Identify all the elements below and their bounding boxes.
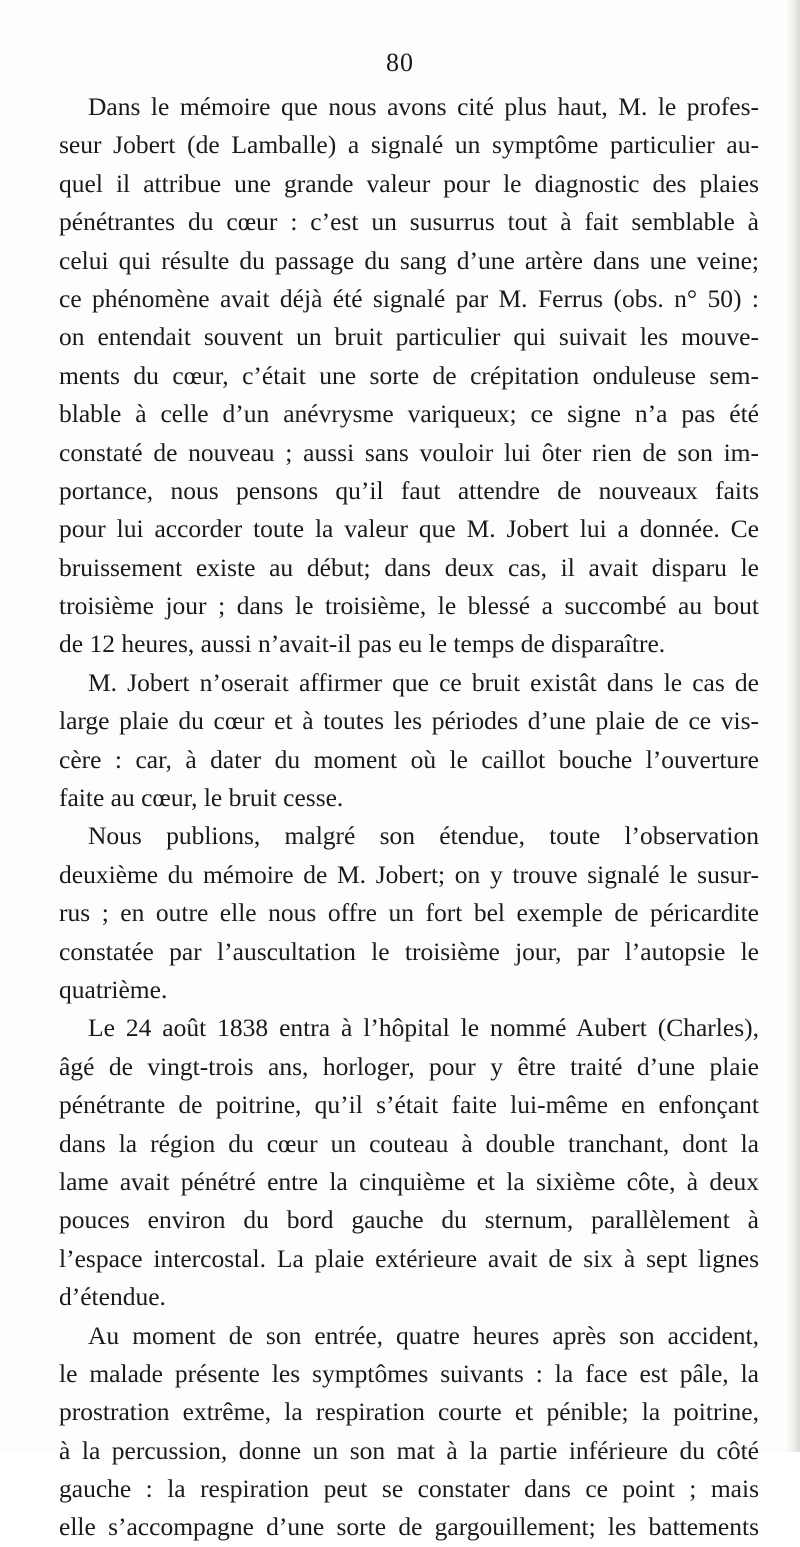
text-line: pénétrante de poitrine, qu’il s’était faite lui-même en enfonçant [59, 1090, 759, 1120]
text-line: blable à celle d’un anévrysme variqueux; ce signe n’a pas été [59, 399, 759, 429]
text-line: rus ; en outre elle nous offre un fort bel exemple de péricardite [59, 898, 759, 928]
text-line: lame avait pénétré entre la cinquième et la sixième côte, à deux [59, 1166, 759, 1196]
text-line: constaté de nouveau ; aussi sans vouloir lui ôter rien de son im- [59, 437, 759, 467]
text-line: elle s’accompagne d’une sorte de gargouillement; les battements [59, 1512, 759, 1542]
page-edge-shadow [786, 0, 800, 1452]
text-line: cère : car, à dater du moment où le caillot bouche l’ouverture [59, 744, 759, 774]
text-line: prostration extrême, la respiration courte et pénible; la poitrine, [59, 1397, 759, 1427]
text-line: seur Jobert (de Lamballe) a signalé un symptôme particulier au- [59, 130, 759, 160]
text-line: large plaie du cœur et à toutes les périodes d’une plaie de ce vis- [59, 706, 759, 736]
text-line: le malade présente les symptômes suivants : la face est pâle, la [59, 1358, 759, 1388]
text-line: faite au cœur, le bruit cesse. [59, 783, 344, 813]
text-line: pour lui accorder toute la valeur que M. Jobert lui a donnée. Ce [59, 514, 759, 544]
text-line: dans la région du cœur un couteau à double tranchant, dont la [59, 1128, 759, 1158]
text-line: portance, nous pensons qu’il faut attendre de nouveaux faits [59, 475, 759, 505]
text-line: à la percussion, donne un son mat à la partie inférieure du côté [59, 1435, 759, 1465]
text-line: Dans le mémoire que nous avons cité plus haut, M. le profes- [88, 92, 759, 121]
text-line: troisième jour ; dans le troisième, le blessé a succombé au bout [59, 591, 759, 621]
text-line: bruissement existe au début; dans deux cas, il avait disparu le [59, 552, 759, 582]
text-line: quel il attribue une grande valeur pour le diagnostic des plaies [59, 168, 759, 198]
text-line: de 12 heures, aussi n’avait-il pas eu le temps de disparaître. [59, 629, 666, 659]
text-line: âgé de vingt-trois ans, horloger, pour y être traité d’une plaie [59, 1051, 759, 1081]
text-line: Nous publions, malgré son étendue, toute l’observation [88, 821, 759, 851]
text-line: ments du cœur, c’était une sorte de crépitation onduleuse sem- [59, 360, 759, 390]
text-line: d’étendue. [59, 1282, 166, 1312]
text-line: constatée par l’auscultation le troisième jour, par l’autopsie le [59, 936, 759, 966]
text-line: celui qui résulte du passage du sang d’une artère dans une veine; [59, 245, 759, 275]
text-line: gauche : la respiration peut se constater dans ce point ; mais [59, 1474, 759, 1504]
text-line: pénétrantes du cœur : c’est un susurrus tout à fait semblable à [59, 207, 759, 237]
text-line: pouces environ du bord gauche du sternum, parallèlement à [59, 1205, 759, 1235]
page-number: 80 [386, 48, 414, 77]
text-line: l’espace intercostal. La plaie extérieure avait de six à sept lignes [59, 1243, 759, 1273]
text-line: quatrième. [59, 974, 168, 1004]
body-text [59, 88, 759, 1547]
text-line: ce phénomène avait déjà été signalé par M. Ferrus (obs. n° 50) : [59, 283, 759, 313]
text-line: Le 24 août 1838 entra à l’hôpital le nommé Aubert (Charles), [88, 1013, 759, 1043]
text-line: M. Jobert n’oserait affirmer que ce bruit existât dans le cas de [88, 667, 759, 697]
text-line: deuxième du mémoire de M. Jobert; on y trouve signalé le susur- [59, 859, 759, 889]
text-line: on entendait souvent un bruit particulier qui suivait les mouve- [59, 322, 759, 352]
text-line: Au moment de son entrée, quatre heures après son accident, [88, 1320, 759, 1350]
